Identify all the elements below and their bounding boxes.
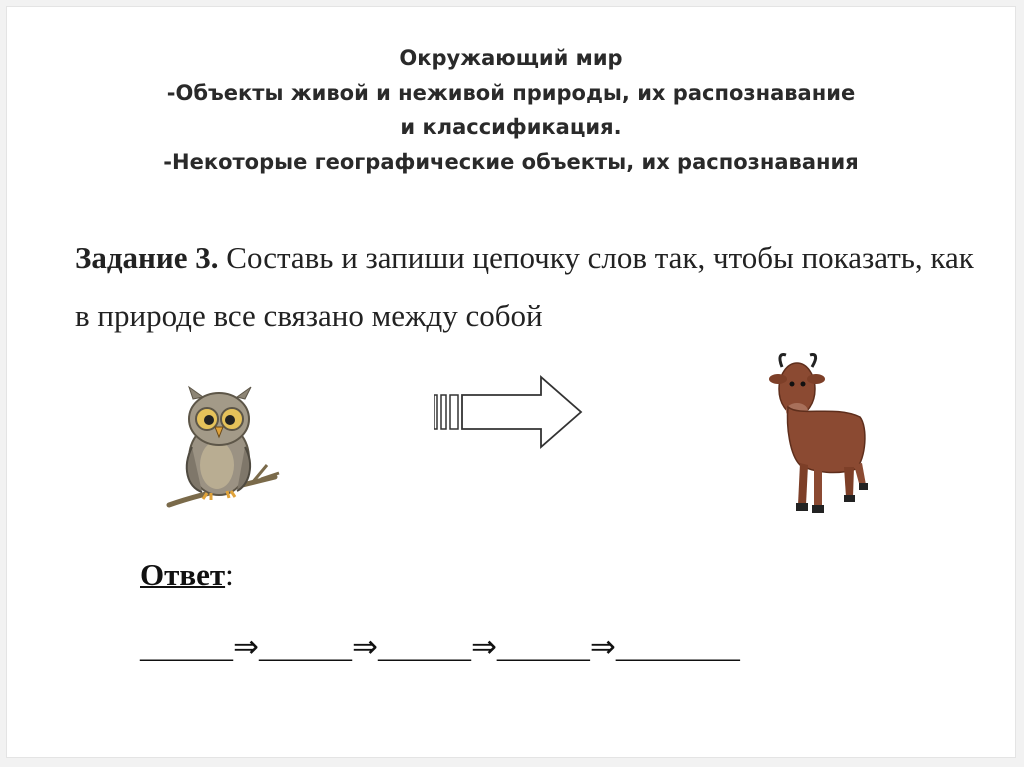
task-body: Составь и запиши цепочку слов так, чтобы показать, как в природе все связано между собой [75, 240, 974, 333]
answer-colon: : [225, 557, 234, 592]
task-text [75, 229, 975, 345]
slide-title [7, 41, 1015, 179]
owl-icon [157, 377, 282, 517]
title-line-4: -Некоторые географические объекты, их распознавания [163, 149, 859, 174]
title-line-3: и классификация. [400, 115, 622, 139]
slide [6, 6, 1016, 758]
answer-label [140, 557, 234, 593]
cow-icon [764, 347, 874, 517]
answer-chain: ______⇒______⇒______⇒______⇒________ [140, 629, 740, 664]
right-arrow-icon [434, 372, 584, 452]
title-line-1: Окружающий мир [399, 46, 623, 70]
answer-label-text: Ответ [140, 557, 226, 592]
task-label: Задание 3. [75, 240, 219, 275]
title-line-2: -Объекты живой и неживой природы, их распознавание [166, 80, 856, 105]
